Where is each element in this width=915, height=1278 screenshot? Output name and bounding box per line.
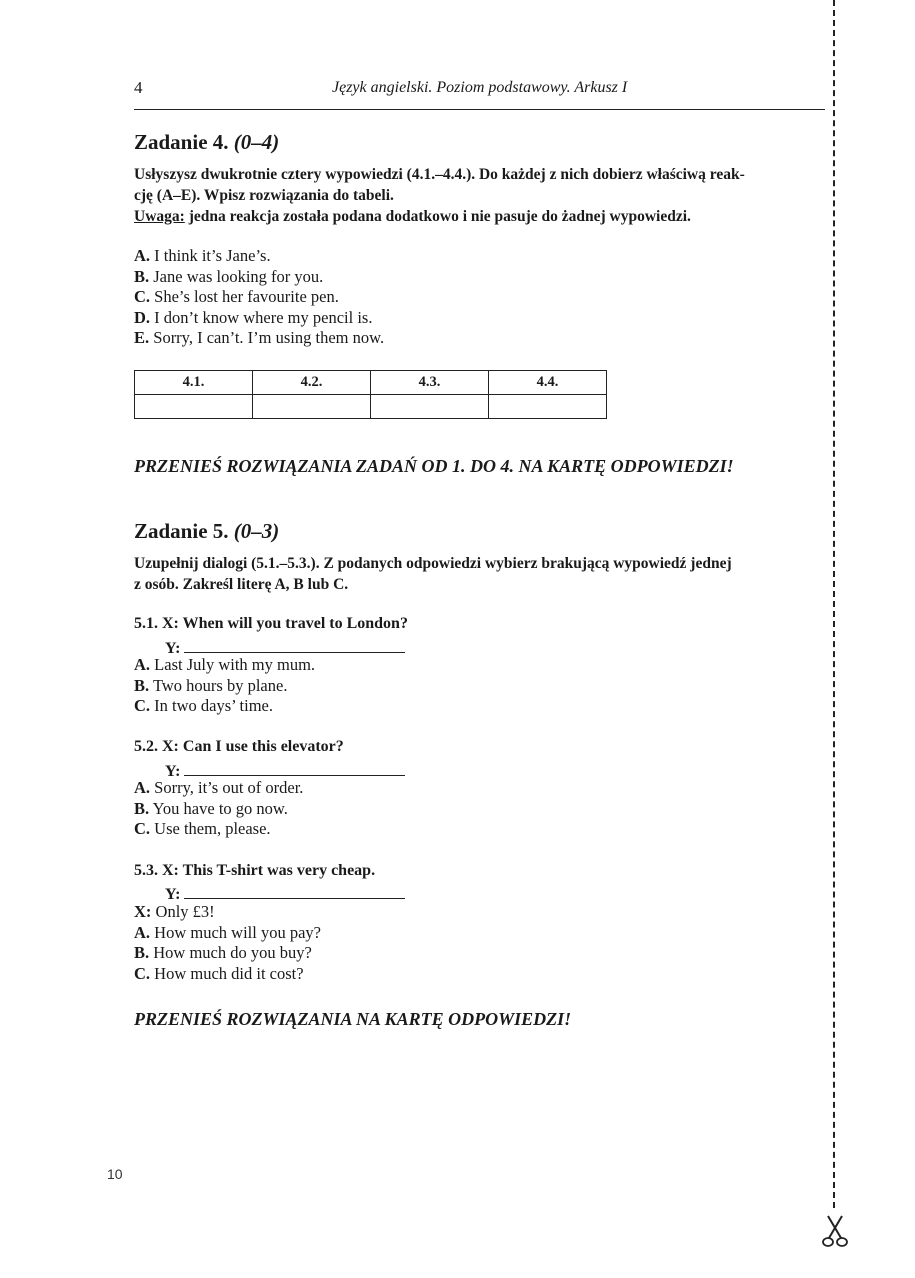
- task4-note-text: jedna reakcja została podana dodatkowo i nie pasuje do żadnej wypowiedzi.: [184, 208, 691, 225]
- question-5-2-option-a[interactable]: A. Sorry, it’s out of order.: [134, 778, 304, 797]
- task5-title-text: Zadanie 5.: [134, 519, 229, 543]
- task4-options: [134, 246, 384, 349]
- answer-cell-4-3[interactable]: [371, 395, 489, 419]
- answer-table-header-4-2: 4.2.: [253, 371, 371, 395]
- task4-note-label: Uwaga:: [134, 208, 185, 225]
- task5-transfer-note: PRZENIEŚ ROZWIĄZANIA NA KARTĘ ODPOWIEDZI!: [134, 1009, 572, 1029]
- question-5-2-options: [134, 778, 303, 840]
- page-number: 4: [134, 78, 143, 97]
- task4-instruction: [134, 164, 825, 227]
- answer-table-input-row: [135, 395, 607, 419]
- task4-option-c: C. She’s lost her favourite pen.: [134, 287, 339, 307]
- question-5-1-y-label: Y:: [165, 640, 181, 657]
- question-5-3-y-label: Y:: [165, 886, 181, 903]
- question-5-1-option-c[interactable]: C. In two days’ time.: [134, 696, 274, 716]
- task5-instruction-line2: z osób. Zakreśl literę A, B lub C.: [134, 576, 349, 593]
- question-5-2-blank[interactable]: [184, 759, 405, 776]
- page-header-title: Język angielski. Poziom podstawowy. Arkusz I: [332, 79, 628, 96]
- task4-note: [134, 206, 825, 227]
- question-5-3-blank[interactable]: [184, 882, 405, 899]
- question-5-3-option-a[interactable]: A. How much will you pay?: [134, 922, 321, 942]
- header-divider: [134, 109, 825, 110]
- cut-line: [833, 0, 835, 1208]
- question-5-3-x-followup: X: Only £3!: [134, 902, 215, 921]
- question-5-3-options: [134, 902, 321, 984]
- answer-table-header-4-3: 4.3.: [371, 371, 489, 395]
- answer-table-header-4-1: 4.1.: [135, 371, 253, 395]
- question-5-3-option-c[interactable]: C. How much did it cost?: [134, 963, 304, 983]
- scissors-icon: [820, 1214, 850, 1248]
- question-5-2-prompt: 5.2. X: Can I use this elevator?: [134, 738, 344, 755]
- question-5-3-option-b[interactable]: B. How much do you buy?: [134, 943, 312, 963]
- task4-points: (0–4): [233, 130, 280, 154]
- question-5-1-option-b[interactable]: B. Two hours by plane.: [134, 675, 288, 695]
- task5-instruction-line1: Uzupełnij dialogi (5.1.–5.3.). Z podanych odpowiedzi wybierz brakującą wypowiedź jednej: [134, 555, 732, 572]
- question-5-1-prompt: 5.1. X: When will you travel to London?: [134, 615, 408, 632]
- answer-table-header-row: [135, 371, 607, 395]
- answer-table-header-4-4: 4.4.: [489, 371, 607, 395]
- question-5-2-option-b[interactable]: B. You have to go now.: [134, 798, 288, 818]
- task4-answer-table: [134, 370, 607, 419]
- task4-option-a: A. I think it’s Jane’s.: [134, 246, 271, 265]
- task4-option-e: E. Sorry, I can’t. I’m using them now.: [134, 328, 385, 348]
- question-5-1-options: [134, 655, 315, 717]
- task4-option-d: D. I don’t know where my pencil is.: [134, 307, 373, 327]
- task4-instruction-line1: Usłyszysz dwukrotnie cztery wypowiedzi (4.1.–4.4.). Do każdej z nich dobierz właściwą reak-: [134, 166, 745, 183]
- question-5-2-y-label: Y:: [165, 763, 181, 780]
- task4-instruction-line2: cję (A–E). Wpisz rozwiązania do tabeli.: [134, 187, 394, 204]
- answer-cell-4-4[interactable]: [489, 395, 607, 419]
- task4-title: [134, 130, 279, 155]
- question-5-1-option-a[interactable]: A. Last July with my mum.: [134, 655, 316, 674]
- answer-cell-4-1[interactable]: [135, 395, 253, 419]
- task5-title: [134, 519, 279, 544]
- task4-transfer-note: PRZENIEŚ ROZWIĄZANIA ZADAŃ OD 1. DO 4. NA KARTĘ ODPOWIEDZI!: [134, 456, 734, 476]
- question-5-3-y-line: [165, 882, 405, 904]
- question-5-1-blank[interactable]: [184, 636, 405, 653]
- task4-title-text: Zadanie 4.: [134, 130, 229, 154]
- question-5-3-prompt: 5.3. X: This T-shirt was very cheap.: [134, 862, 376, 879]
- task4-option-b: B. Jane was looking for you.: [134, 266, 324, 286]
- task5-points: (0–3): [233, 519, 280, 543]
- question-5-2-option-c[interactable]: C. Use them, please.: [134, 819, 271, 839]
- task5-instruction: [134, 553, 825, 595]
- sheet-page-number: 10: [107, 1166, 123, 1182]
- answer-cell-4-2[interactable]: [253, 395, 371, 419]
